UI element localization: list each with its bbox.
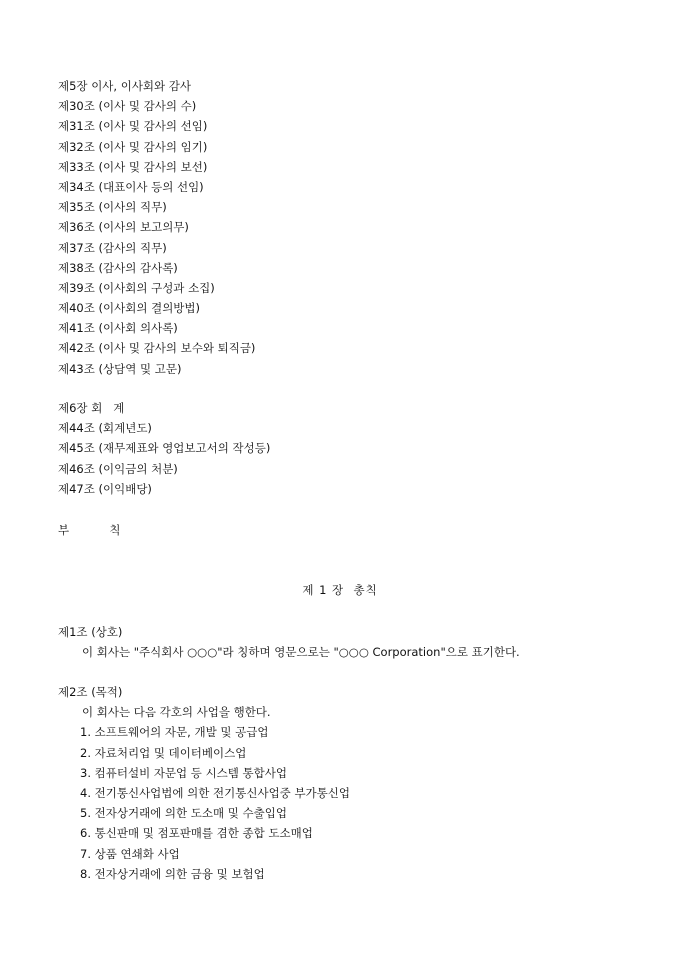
toc-item: 제46조 (이익금의 처분) [58, 461, 178, 476]
article2-heading: 제2조 (목적) [58, 685, 123, 699]
toc-chapter5 [58, 76, 640, 379]
list-item: 7. 상품 연쇄화 사업 [80, 846, 180, 861]
toc-item: 제34조 (대표이사 등의 선임) [58, 179, 204, 194]
toc-item: 제37조 (감사의 직무) [58, 240, 167, 255]
toc-item: 제40조 (이사회의 결의방법) [58, 301, 201, 316]
toc-chapter5-heading: 제5장 이사, 이사회와 감사 [58, 79, 192, 93]
toc-item: 제36조 (이사의 보고의무) [58, 220, 189, 235]
toc-chapter6 [58, 398, 640, 499]
toc-supplementary [58, 520, 640, 540]
article1-heading: 제1조 (상호) [58, 625, 123, 639]
toc-item: 제39조 (이사회의 구성과 소집) [58, 280, 215, 295]
toc-item: 제38조 (감사의 감사록) [58, 260, 178, 275]
toc-item: 제43조 (상담역 및 고문) [58, 361, 182, 376]
toc-item: 제30조 (이사 및 감사의 수) [58, 99, 197, 114]
list-item: 2. 자료처리업 및 데이터베이스업 [80, 745, 247, 760]
article2 [58, 682, 640, 884]
chapter1-title: 제 1 장 총칙 [302, 583, 378, 597]
toc-item: 제33조 (이사 및 감사의 보선) [58, 159, 208, 174]
article2-intro: 이 회사는 다음 각호의 사업을 행한다. [82, 705, 271, 720]
list-item: 8. 전자상거래에 의한 금융 및 보험업 [80, 866, 265, 881]
toc-supplementary-heading: 부 칙 [58, 523, 121, 537]
toc-item: 제31조 (이사 및 감사의 선임) [58, 119, 208, 134]
list-item: 4. 전기통신사업법에 의한 전기통신사업중 부가통신업 [80, 785, 350, 800]
toc-item: 제47조 (이익배당) [58, 481, 152, 496]
toc-item: 제45조 (재무제표와 영업보고서의 작성등) [58, 441, 271, 456]
toc-chapter6-heading: 제6장 회 계 [58, 401, 125, 415]
list-item: 5. 전자상거래에 의한 도소매 및 수출입업 [80, 806, 287, 821]
toc-item: 제35조 (이사의 직무) [58, 200, 167, 215]
toc-item: 제41조 (이사회 의사록) [58, 321, 178, 336]
article1 [58, 622, 640, 662]
toc-item: 제42조 (이사 및 감사의 보수와 퇴직금) [58, 341, 256, 356]
toc-item: 제44조 (회계년도) [58, 421, 152, 436]
article1-body: 이 회사는 "주식회사 ○○○"라 칭하며 영문으로는 "○○○ Corporation"으로 표기한다. [82, 645, 520, 660]
list-item: 1. 소프트웨어의 자문, 개발 및 공급업 [80, 725, 269, 740]
list-item: 6. 통신판매 및 점포판매를 겸한 종합 도소매업 [80, 826, 313, 841]
list-item: 3. 컴퓨터설비 자문업 등 시스템 통합사업 [80, 765, 287, 780]
toc-item: 제32조 (이사 및 감사의 임기) [58, 139, 208, 154]
